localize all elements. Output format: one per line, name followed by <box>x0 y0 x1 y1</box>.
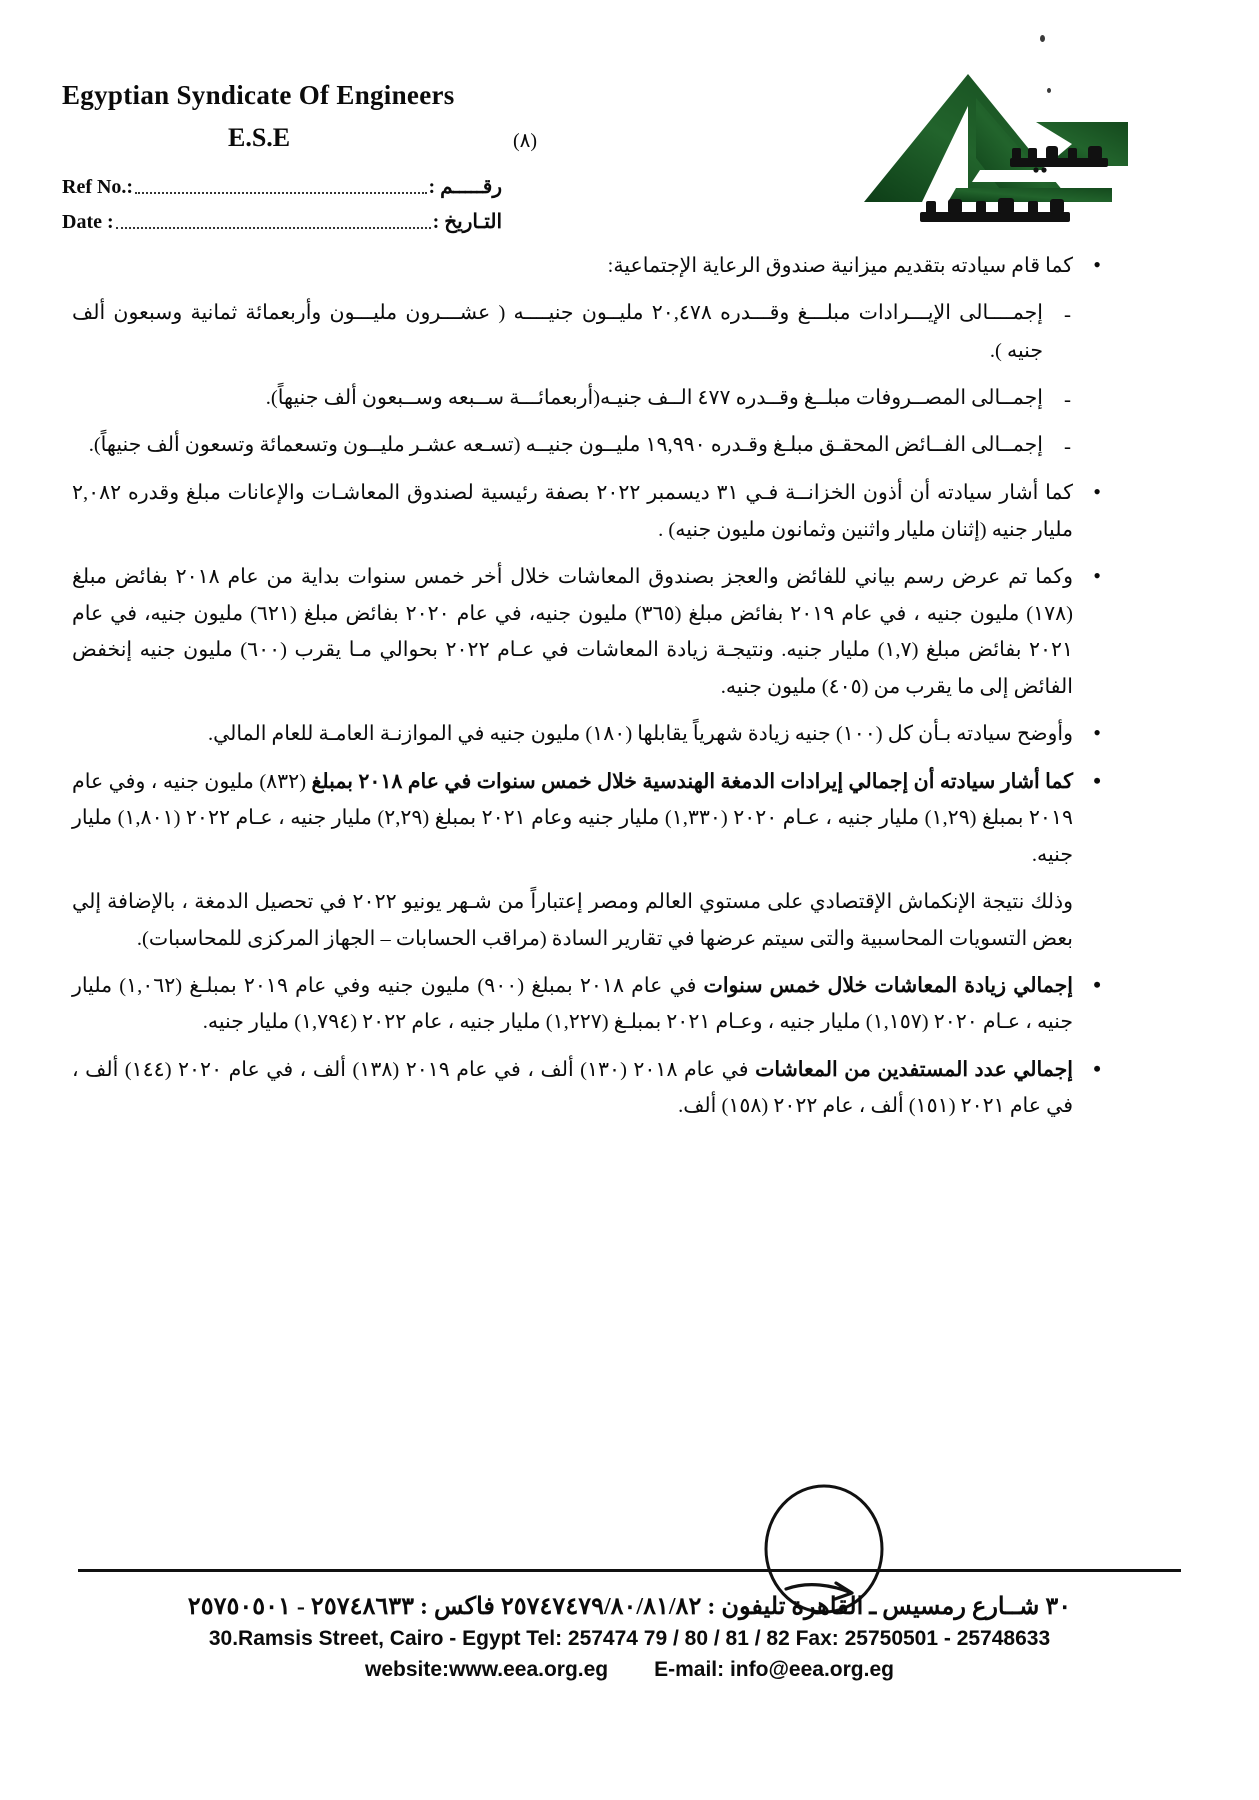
bullet-pension-beneficiaries-count <box>72 1052 1107 1125</box>
bullet-pension-increase-total <box>72 968 1107 1041</box>
footer-contact-line <box>0 1658 1259 1682</box>
bullet-surplus-deficit-chart: • وكما تم عرض رسم بياني للفائض والعجز بصندوق المعاشات خلال أخر خمس سنوات بداية من عام ٢٠١٨ بفائض مبلغ (١٧٨) مليون جنيه ، في عام ٢٠١٩ بفائض مبلغ (٣٦٥) مليون جنيه، في عام ٢٠٢٠ بفائض مبلغ (٦٢١) مليون جنيه، في عام ٢٠٢١ بفائض مبلغ (١,٧) مليار جنيه. ونتيجـة زيادة المعاشات في عـام ٢٠٢٢ بحوالي مـا يقرب (٦٠٠) مليون جنيه إنخفض الفائض إلى ما يقرب من (٤٠٥) مليون جنيه. <box>72 559 1107 705</box>
letterhead <box>0 0 1259 250</box>
paragraph-economic-contraction: وذلك نتيجة الإنكماش الإقتصادي على مستوي العالم ومصر إعتباراً من شـهر يونيو ٢٠٢٢ في تحصيل الدمغة ، بالإضافة إلي بعض التسويات المحاسبية والتى سيتم عرضها في تقارير السادة (مراقب الحسابات – الجهاز المركزى للمحاسبات). <box>72 891 1073 950</box>
stamp-revenue-bold-text: كما أشار سيادته أن إجمالي إيرادات الدمغة الهندسية خلال خمس سنوات في عام ٢٠١٨ بمبلغ <box>311 770 1074 793</box>
beneficiaries-bold-text: إجمالي عدد المستفدين من المعاشات <box>755 1058 1073 1081</box>
email-label[interactable]: E-mail: info@eea.org.eg <box>654 1658 894 1681</box>
bullet-treasury-bills: • كما أشار سيادته أن أذون الخزانــة فـي ٣١ ديسمبر ٢٠٢٢ بصفة رئيسية لصندوق المعاشـات والإعانات مبلغ وقدره ٢,٠٨٢ مليار جنيه (إثنان مليار واثنين وثمانون مليون جنيه) . <box>72 475 1107 548</box>
bullet-social-care-budget: • كما قام سيادته بتقديم ميزانية صندوق الرعاية الإجتماعية: <box>72 248 1107 284</box>
page-number: (٨) <box>513 130 538 152</box>
sub-item-total-revenues: - إجمــــالى الإيـــرادات مبلـــغ وقـــدره ٢٠,٤٧٨ مليــون جنيــــه ( عشـــرون مليـــون وأربعمائة ثمانية وسبعون ألف جنيه ). <box>72 295 1083 371</box>
sub-item-total-surplus: - إجمــالى الفــائض المحقـق مبلـغ وقـدره ١٩,٩٩٠ مليــون جنيــه (تسـعه عشـر مليــون وتسعمائة وتسعون ألف جنيهاً). <box>72 427 1083 465</box>
organization-abbreviation: E.S.E <box>228 123 291 152</box>
organization-title-en: Egyptian Syndicate Of Engineers <box>62 80 455 110</box>
footer <box>0 1592 1259 1682</box>
footer-address-arabic: ٣٠ شــارع رمسيس ـ القاهرة تليفون : ٢٥٧٤٧٤٧٩/٨٠/٨١/٨٢ فاكس : ٢٥٧٤٨٦٣٣ - ٢٥٧٥٠٥٠١ <box>187 1594 1072 1620</box>
sub-item-total-expenses: - إجمــالى المصــروفات مبلــغ وقــدره ٤٧٧ الــف جنيـه(أربعمائـــة ســبعه وســبعون ألف جنيهاً). <box>72 380 1083 418</box>
date-field <box>62 208 502 234</box>
syndicate-logo <box>860 62 1130 237</box>
pension-increase-rest-text: في عام ٢٠١٨ بمبلغ (٩٠٠) مليون جنيه وفي عام ٢٠١٩ بمبلـغ (١,٠٦٢) مليار جنيه ، عـام ٢٠٢٠ (١,١٥٧) مليار جنيه ، وعـام ٢٠٢١ بمبلـغ (١,٢٢٧) مليار جنيه ، عام ٢٠٢٢ (١,٧٩٤) مليار جنيه. <box>72 974 1073 1034</box>
ref-label-en: Ref No.: <box>62 176 134 198</box>
date-label-en: Date : <box>62 211 114 233</box>
ref-dotted-line <box>135 191 426 194</box>
date-label-ar: التـاريخ : <box>432 211 502 233</box>
beneficiaries-rest-text: في عام ٢٠١٨ (١٣٠) ألف ، في عام ٢٠١٩ (١٣٨) ألف ، في عام ٢٠٢٠ (١٤٤) ألف ، في عام ٢٠٢١ (١٥١) ألف ، عام ٢٠٢٢ (١٥٨) ألف. <box>72 1058 1073 1118</box>
reference-number-field <box>62 173 502 199</box>
footer-address-english: 30.Ramsis Street, Cairo - Egypt Tel: 257474 79 / 80 / 81 / 82 Fax: 25750501 - 25748633 <box>208 1627 1051 1650</box>
sub-dash-list <box>72 295 1083 465</box>
date-dotted-line <box>116 226 431 229</box>
pension-increase-bold-text: إجمالي زيادة المعاشات خلال خمس سنوات <box>703 974 1073 997</box>
bullet-engineering-stamp-revenue <box>72 764 1107 873</box>
website-label[interactable]: website:www.eea.org.eg <box>365 1658 609 1681</box>
document-body <box>72 248 1107 1136</box>
bullet-monthly-increase-impact: • وأوضح سيادته بـأن كل (١٠٠) جنيه زيادة شهرياً يقابلها (١٨٠) مليون جنيه في الموازنـة العامـة للعام المالي. <box>72 716 1107 752</box>
stamp-revenue-rest-text: (٨٣٢) مليون جنيه ، وفي عام ٢٠١٩ بمبلغ (١,٢٩) مليار جنيه ، عـام ٢٠٢٠ (١,٣٣٠) مليار جنيه وعام ٢٠٢١ بمبلغ (٢,٢٩) مليار جنيه ، عـام ٢٠٢٢ (١,٨٠١) مليار جنيه. <box>72 770 1073 866</box>
footer-divider <box>78 1569 1181 1572</box>
bullet-list <box>72 248 1107 1125</box>
ref-label-ar: رقـــــم : <box>428 176 502 198</box>
